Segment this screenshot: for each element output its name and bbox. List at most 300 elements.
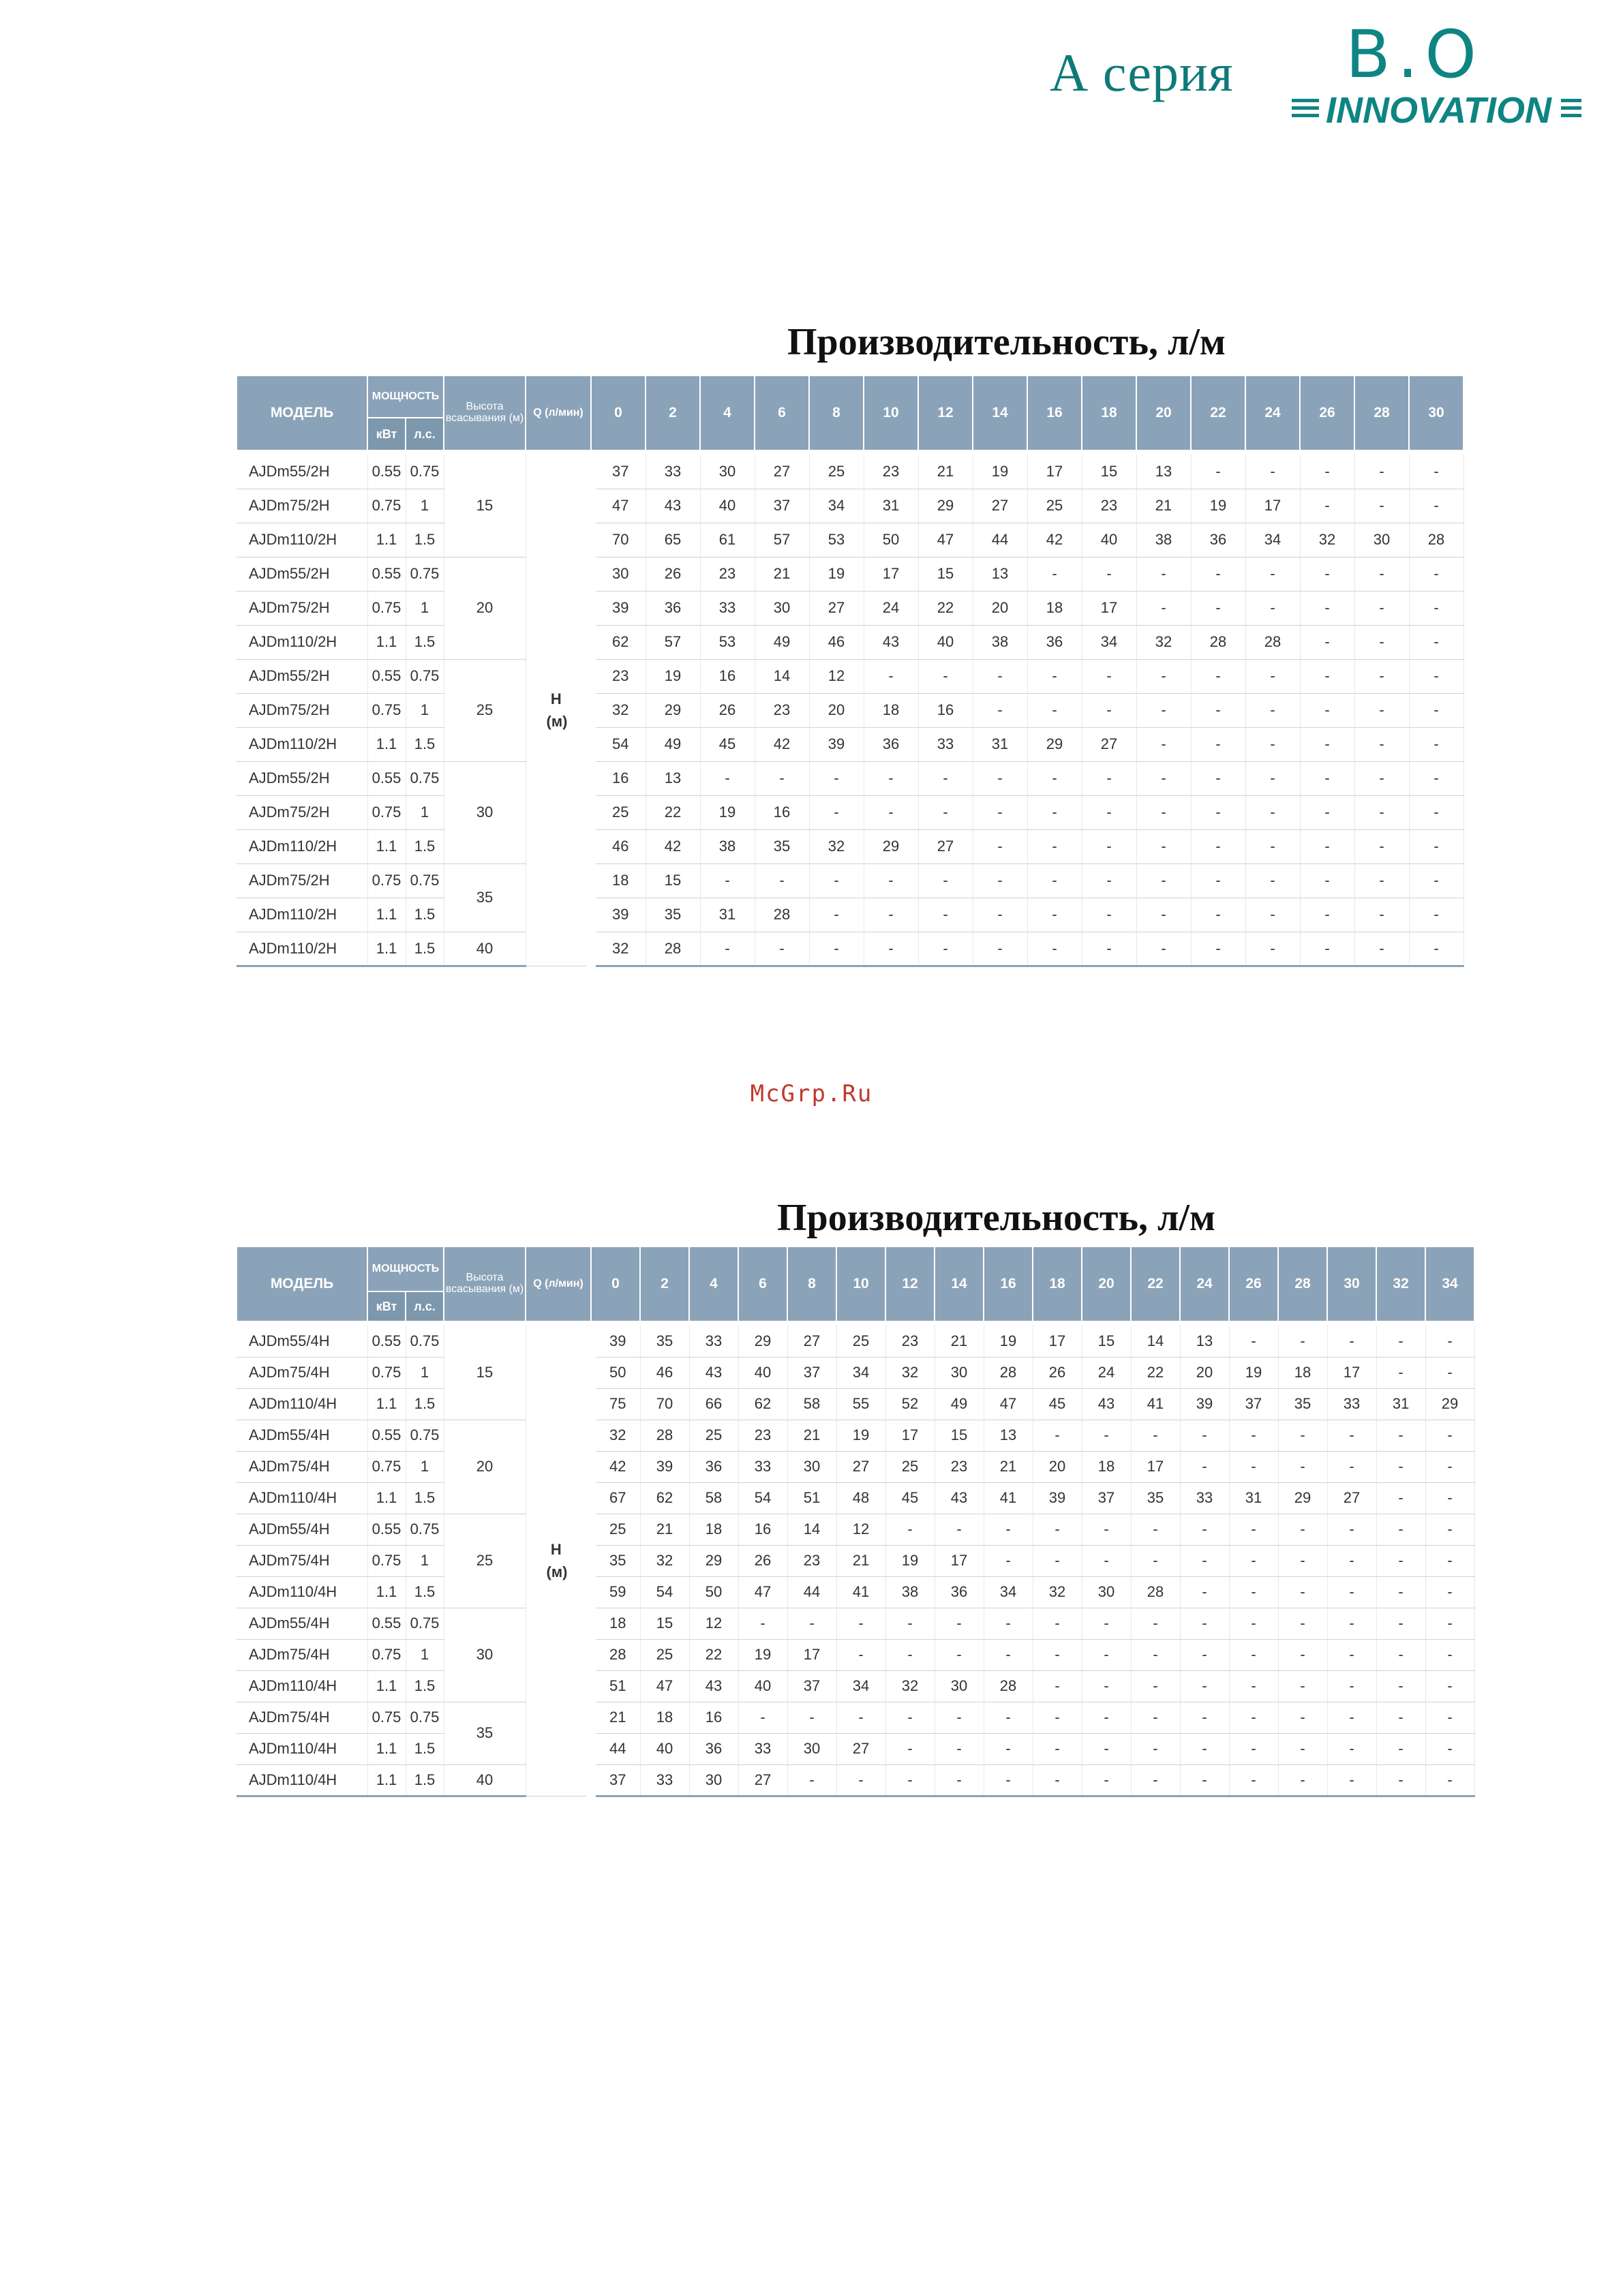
cell-value: -	[1131, 1670, 1180, 1702]
cell-value: -	[1354, 557, 1409, 591]
cell-value: -	[1027, 863, 1082, 898]
cell-value: -	[1376, 1733, 1425, 1764]
cell-value: -	[1300, 591, 1354, 625]
cell-value: 15	[646, 863, 700, 898]
cell-value: -	[1278, 1764, 1327, 1796]
cell-value: 67	[591, 1482, 640, 1514]
cell-value: 29	[689, 1545, 738, 1576]
cell-value: 62	[738, 1388, 787, 1420]
table-row	[237, 523, 1463, 557]
cell-model: AJDm110/4H	[237, 1733, 367, 1764]
cell-kw: 1.1	[367, 1670, 406, 1702]
header-flow: 24	[1245, 376, 1300, 450]
cell-value: -	[1300, 761, 1354, 795]
cell-value: 28	[1131, 1576, 1180, 1608]
cell-value: 17	[1245, 489, 1300, 523]
cell-value: -	[1409, 557, 1463, 591]
cell-value: -	[1409, 932, 1463, 966]
cell-value: -	[1245, 693, 1300, 727]
cell-hp: 0.75	[406, 1326, 444, 1357]
cell-value: 22	[646, 795, 700, 829]
cell-value: -	[1327, 1639, 1376, 1670]
cell-value: -	[1229, 1326, 1278, 1357]
cell-value: -	[1327, 1608, 1376, 1639]
cell-value: -	[1082, 829, 1136, 863]
cell-model: AJDm75/4H	[237, 1545, 367, 1576]
cell-hp: 1.5	[406, 829, 444, 863]
table-row	[237, 625, 1463, 659]
cell-model: AJDm55/2H	[237, 659, 367, 693]
header-flow: 26	[1300, 376, 1354, 450]
cell-value: -	[864, 659, 918, 693]
cell-value: 21	[640, 1514, 689, 1545]
cell-value: 36	[864, 727, 918, 761]
cell-value: -	[1245, 659, 1300, 693]
cell-suction: 25	[444, 1514, 526, 1608]
cell-suction: 35	[444, 863, 526, 932]
cell-value: 58	[787, 1388, 836, 1420]
cell-value: 53	[700, 625, 755, 659]
cell-value: 12	[809, 659, 864, 693]
cell-kw: 0.75	[367, 693, 406, 727]
cell-value: 28	[646, 932, 700, 966]
cell-value: -	[1409, 829, 1463, 863]
cell-model: AJDm55/2H	[237, 557, 367, 591]
cell-value: -	[1191, 932, 1245, 966]
cell-value: 26	[738, 1545, 787, 1576]
table-row	[237, 1420, 1474, 1451]
cell-value: -	[809, 761, 864, 795]
cell-kw: 0.75	[367, 863, 406, 898]
cell-value: 27	[755, 455, 809, 489]
cell-model: AJDm110/4H	[237, 1482, 367, 1514]
cell-value: 37	[1229, 1388, 1278, 1420]
cell-value: 30	[935, 1670, 984, 1702]
cell-value: -	[1376, 1482, 1425, 1514]
cell-value: -	[787, 1764, 836, 1796]
cell-value: -	[1082, 1420, 1131, 1451]
cell-kw: 0.75	[367, 795, 406, 829]
cell-value: -	[1180, 1670, 1229, 1702]
cell-value: 25	[689, 1420, 738, 1451]
cell-value: -	[1245, 898, 1300, 932]
cell-value: -	[1425, 1670, 1474, 1702]
cell-suction: 40	[444, 932, 526, 966]
cell-value: 19	[809, 557, 864, 591]
cell-model: AJDm110/2H	[237, 727, 367, 761]
cell-value: 41	[836, 1576, 885, 1608]
cell-kw: 0.55	[367, 1326, 406, 1357]
cell-value: -	[935, 1733, 984, 1764]
cell-value: -	[1082, 898, 1136, 932]
cell-value: -	[1033, 1670, 1082, 1702]
cell-value: 15	[918, 557, 973, 591]
cell-value: -	[1354, 898, 1409, 932]
cell-value: 43	[935, 1482, 984, 1514]
cell-value: 30	[591, 557, 646, 591]
table-row	[237, 829, 1463, 863]
cell-value: -	[984, 1514, 1033, 1545]
cell-value: 18	[640, 1702, 689, 1733]
cell-value: -	[1376, 1576, 1425, 1608]
cell-value: -	[973, 761, 1027, 795]
cell-value: -	[1354, 455, 1409, 489]
table-row	[237, 1326, 1474, 1357]
cell-kw: 1.1	[367, 523, 406, 557]
table-row	[237, 1514, 1474, 1545]
cell-value: -	[738, 1702, 787, 1733]
cell-value: 27	[809, 591, 864, 625]
cell-value: -	[1409, 863, 1463, 898]
cell-model: AJDm110/2H	[237, 898, 367, 932]
cell-value: 40	[738, 1670, 787, 1702]
cell-kw: 0.55	[367, 1420, 406, 1451]
cell-value: -	[1409, 489, 1463, 523]
cell-value: 35	[1131, 1482, 1180, 1514]
cell-kw: 1.1	[367, 727, 406, 761]
cell-value: 27	[836, 1451, 885, 1482]
cell-value: 21	[755, 557, 809, 591]
cell-value: -	[1027, 659, 1082, 693]
cell-value: -	[1027, 898, 1082, 932]
cell-value: 25	[836, 1326, 885, 1357]
cell-value: 36	[1191, 523, 1245, 557]
cell-value: -	[1425, 1639, 1474, 1670]
cell-value: -	[1082, 1545, 1131, 1576]
cell-value: -	[1082, 1608, 1131, 1639]
header-flow: 32	[1376, 1246, 1425, 1321]
cell-value: 28	[1409, 523, 1463, 557]
header-hp: л.с.	[406, 1291, 444, 1321]
cell-value: 12	[689, 1608, 738, 1639]
table2-title: Производительность, л/м	[777, 1197, 1216, 1239]
cell-kw: 1.1	[367, 1733, 406, 1764]
cell-value: 30	[935, 1357, 984, 1388]
cell-value: 42	[646, 829, 700, 863]
cell-kw: 1.1	[367, 625, 406, 659]
cell-value: 19	[885, 1545, 935, 1576]
cell-value: 37	[591, 1764, 640, 1796]
cell-value: -	[973, 898, 1027, 932]
table-row	[237, 1764, 1474, 1796]
cell-value: -	[1354, 625, 1409, 659]
cell-value: 32	[591, 693, 646, 727]
cell-hp: 0.75	[406, 557, 444, 591]
cell-value: 28	[755, 898, 809, 932]
cell-value: -	[1300, 489, 1354, 523]
cell-value: -	[1033, 1608, 1082, 1639]
cell-value: 22	[1131, 1357, 1180, 1388]
cell-value: 29	[918, 489, 973, 523]
cell-value: -	[809, 932, 864, 966]
cell-value: 30	[755, 591, 809, 625]
header-flow: 28	[1354, 376, 1409, 450]
cell-value: -	[1229, 1702, 1278, 1733]
header-flow: 0	[591, 1246, 640, 1321]
cell-value: 34	[836, 1670, 885, 1702]
cell-value: -	[1300, 829, 1354, 863]
cell-value: -	[1300, 795, 1354, 829]
watermark: McGrp.Ru	[750, 1080, 873, 1107]
cell-value: -	[1354, 727, 1409, 761]
cell-suction: 20	[444, 1420, 526, 1514]
cell-value: -	[1409, 898, 1463, 932]
cell-kw: 0.75	[367, 489, 406, 523]
cell-value: -	[1354, 932, 1409, 966]
cell-value: 50	[864, 523, 918, 557]
cell-h-unit: H (м)	[526, 1326, 591, 1796]
cell-value: 28	[984, 1357, 1033, 1388]
cell-value: -	[973, 795, 1027, 829]
cell-value: 21	[787, 1420, 836, 1451]
cell-value: -	[1425, 1764, 1474, 1796]
cell-value: 38	[700, 829, 755, 863]
table-row	[237, 898, 1463, 932]
cell-suction: 15	[444, 455, 526, 557]
cell-value: -	[864, 898, 918, 932]
header-flow: 26	[1229, 1246, 1278, 1321]
cell-value: -	[1278, 1733, 1327, 1764]
cell-value: -	[1354, 761, 1409, 795]
cell-value: -	[1027, 795, 1082, 829]
cell-value: -	[1131, 1608, 1180, 1639]
cell-value: -	[885, 1733, 935, 1764]
cell-value: -	[1409, 727, 1463, 761]
cell-value: -	[1082, 557, 1136, 591]
cell-value: 40	[918, 625, 973, 659]
cell-value: 40	[640, 1733, 689, 1764]
cell-value: -	[1278, 1576, 1327, 1608]
header-flow: 2	[640, 1246, 689, 1321]
cell-value: -	[1131, 1639, 1180, 1670]
cell-value: -	[984, 1545, 1033, 1576]
cell-value: -	[1136, 727, 1191, 761]
cell-value: 45	[1033, 1388, 1082, 1420]
cell-value: -	[1229, 1545, 1278, 1576]
cell-hp: 1	[406, 489, 444, 523]
header-flow: 28	[1278, 1246, 1327, 1321]
cell-value: 34	[1245, 523, 1300, 557]
cell-value: 65	[646, 523, 700, 557]
cell-value: 42	[755, 727, 809, 761]
cell-value: -	[1180, 1576, 1229, 1608]
cell-value: 36	[935, 1576, 984, 1608]
cell-value: 62	[591, 625, 646, 659]
cell-value: 23	[787, 1545, 836, 1576]
cell-value: 19	[738, 1639, 787, 1670]
cell-value: -	[700, 863, 755, 898]
cell-value: -	[1278, 1451, 1327, 1482]
cell-value: -	[1082, 1670, 1131, 1702]
cell-value: 31	[1376, 1388, 1425, 1420]
cell-value: -	[1245, 829, 1300, 863]
cell-value: 19	[646, 659, 700, 693]
header-q: Q (л/мин)	[526, 376, 591, 450]
cell-value: 14	[1131, 1326, 1180, 1357]
cell-value: -	[1033, 1764, 1082, 1796]
cell-value: -	[1300, 625, 1354, 659]
cell-value: -	[1027, 932, 1082, 966]
cell-value: 17	[787, 1639, 836, 1670]
cell-value: -	[1027, 829, 1082, 863]
cell-value: 31	[700, 898, 755, 932]
cell-value: -	[836, 1702, 885, 1733]
cell-value: -	[1180, 1514, 1229, 1545]
cell-value: -	[1131, 1764, 1180, 1796]
cell-value: -	[1409, 625, 1463, 659]
cell-value: 70	[591, 523, 646, 557]
cell-value: -	[885, 1608, 935, 1639]
header-power: МОЩНОСТЬ	[367, 1246, 444, 1291]
cell-kw: 0.75	[367, 1451, 406, 1482]
cell-model: AJDm110/2H	[237, 625, 367, 659]
cell-value: 32	[640, 1545, 689, 1576]
cell-model: AJDm55/4H	[237, 1420, 367, 1451]
cell-value: 17	[885, 1420, 935, 1451]
cell-value: -	[1245, 727, 1300, 761]
cell-hp: 1.5	[406, 1764, 444, 1796]
cell-value: -	[1027, 557, 1082, 591]
table-row	[237, 693, 1463, 727]
cell-value: -	[918, 795, 973, 829]
header-flow: 30	[1327, 1246, 1376, 1321]
cell-value: -	[1180, 1733, 1229, 1764]
cell-value: -	[1354, 863, 1409, 898]
cell-value: -	[1191, 659, 1245, 693]
cell-model: AJDm75/4H	[237, 1702, 367, 1733]
cell-model: AJDm55/2H	[237, 455, 367, 489]
cell-value: -	[1376, 1451, 1425, 1482]
cell-value: -	[755, 761, 809, 795]
cell-value: 30	[700, 455, 755, 489]
cell-value: -	[984, 1764, 1033, 1796]
header-model: МОДЕЛЬ	[237, 376, 367, 450]
cell-value: 18	[591, 1608, 640, 1639]
cell-value: -	[1327, 1733, 1376, 1764]
header-flow: 4	[700, 376, 755, 450]
cell-value: 29	[1425, 1388, 1474, 1420]
header-flow: 24	[1180, 1246, 1229, 1321]
cell-value: -	[1425, 1702, 1474, 1733]
cell-value: -	[1300, 727, 1354, 761]
cell-value: -	[836, 1608, 885, 1639]
cell-model: AJDm110/2H	[237, 523, 367, 557]
cell-suction: 25	[444, 659, 526, 761]
cell-value: -	[885, 1514, 935, 1545]
cell-value: -	[1278, 1702, 1327, 1733]
cell-value: -	[1425, 1514, 1474, 1545]
cell-value: 33	[738, 1733, 787, 1764]
cell-value: 46	[809, 625, 864, 659]
table-row	[237, 1388, 1474, 1420]
cell-value: 23	[591, 659, 646, 693]
cell-value: 23	[738, 1420, 787, 1451]
cell-value: -	[755, 932, 809, 966]
cell-value: 39	[640, 1451, 689, 1482]
cell-value: -	[1278, 1639, 1327, 1670]
cell-value: -	[1300, 863, 1354, 898]
header-suction: Высота всасывания (м)	[444, 1246, 526, 1321]
cell-hp: 1.5	[406, 727, 444, 761]
cell-value: 42	[1027, 523, 1082, 557]
cell-model: AJDm55/4H	[237, 1326, 367, 1357]
cell-value: -	[1409, 455, 1463, 489]
logo-mark: B.O	[1346, 16, 1483, 93]
table-row	[237, 1670, 1474, 1702]
cell-value: -	[918, 932, 973, 966]
header-kw: кВт	[367, 1291, 406, 1321]
cell-value: 18	[1082, 1451, 1131, 1482]
cell-value: 33	[646, 455, 700, 489]
cell-hp: 0.75	[406, 761, 444, 795]
cell-value: 34	[809, 489, 864, 523]
cell-value: -	[1409, 761, 1463, 795]
table-row	[237, 932, 1463, 966]
cell-value: -	[885, 1764, 935, 1796]
cell-value: -	[1354, 659, 1409, 693]
cell-value: -	[973, 829, 1027, 863]
cell-value: 18	[689, 1514, 738, 1545]
cell-value: 52	[885, 1388, 935, 1420]
cell-value: -	[1191, 557, 1245, 591]
cell-value: 35	[640, 1326, 689, 1357]
cell-value: 49	[935, 1388, 984, 1420]
table-row	[237, 455, 1463, 489]
cell-value: 33	[689, 1326, 738, 1357]
cell-value: 27	[973, 489, 1027, 523]
cell-value: 32	[1136, 625, 1191, 659]
header-flow: 14	[973, 376, 1027, 450]
cell-value: 31	[1229, 1482, 1278, 1514]
cell-value: 23	[755, 693, 809, 727]
cell-model: AJDm75/2H	[237, 863, 367, 898]
cell-value: -	[1191, 591, 1245, 625]
cell-value: 49	[755, 625, 809, 659]
cell-value: 17	[935, 1545, 984, 1576]
cell-value: 17	[1027, 455, 1082, 489]
cell-hp: 1.5	[406, 1482, 444, 1514]
cell-value: -	[1180, 1545, 1229, 1576]
cell-value: 13	[1136, 455, 1191, 489]
cell-value: -	[809, 863, 864, 898]
cell-value: -	[935, 1702, 984, 1733]
cell-value: -	[1376, 1357, 1425, 1388]
cell-suction: 30	[444, 1608, 526, 1702]
cell-value: -	[1082, 1733, 1131, 1764]
cell-value: 25	[591, 1514, 640, 1545]
header-flow: 18	[1082, 376, 1136, 450]
cell-value: 45	[885, 1482, 935, 1514]
cell-value: 31	[864, 489, 918, 523]
cell-h-unit: H (м)	[526, 455, 591, 966]
cell-hp: 1.5	[406, 1388, 444, 1420]
cell-value: 38	[973, 625, 1027, 659]
cell-value: -	[935, 1608, 984, 1639]
cell-value: -	[1354, 829, 1409, 863]
cell-value: 44	[591, 1733, 640, 1764]
cell-value: 33	[1180, 1482, 1229, 1514]
cell-value: 13	[984, 1420, 1033, 1451]
cell-model: AJDm75/2H	[237, 591, 367, 625]
cell-value: 32	[1300, 523, 1354, 557]
cell-value: 17	[1082, 591, 1136, 625]
cell-suction: 15	[444, 1326, 526, 1420]
cell-model: AJDm110/4H	[237, 1670, 367, 1702]
cell-value: -	[885, 1639, 935, 1670]
cell-value: -	[755, 863, 809, 898]
table-row	[237, 489, 1463, 523]
cell-value: 55	[836, 1388, 885, 1420]
